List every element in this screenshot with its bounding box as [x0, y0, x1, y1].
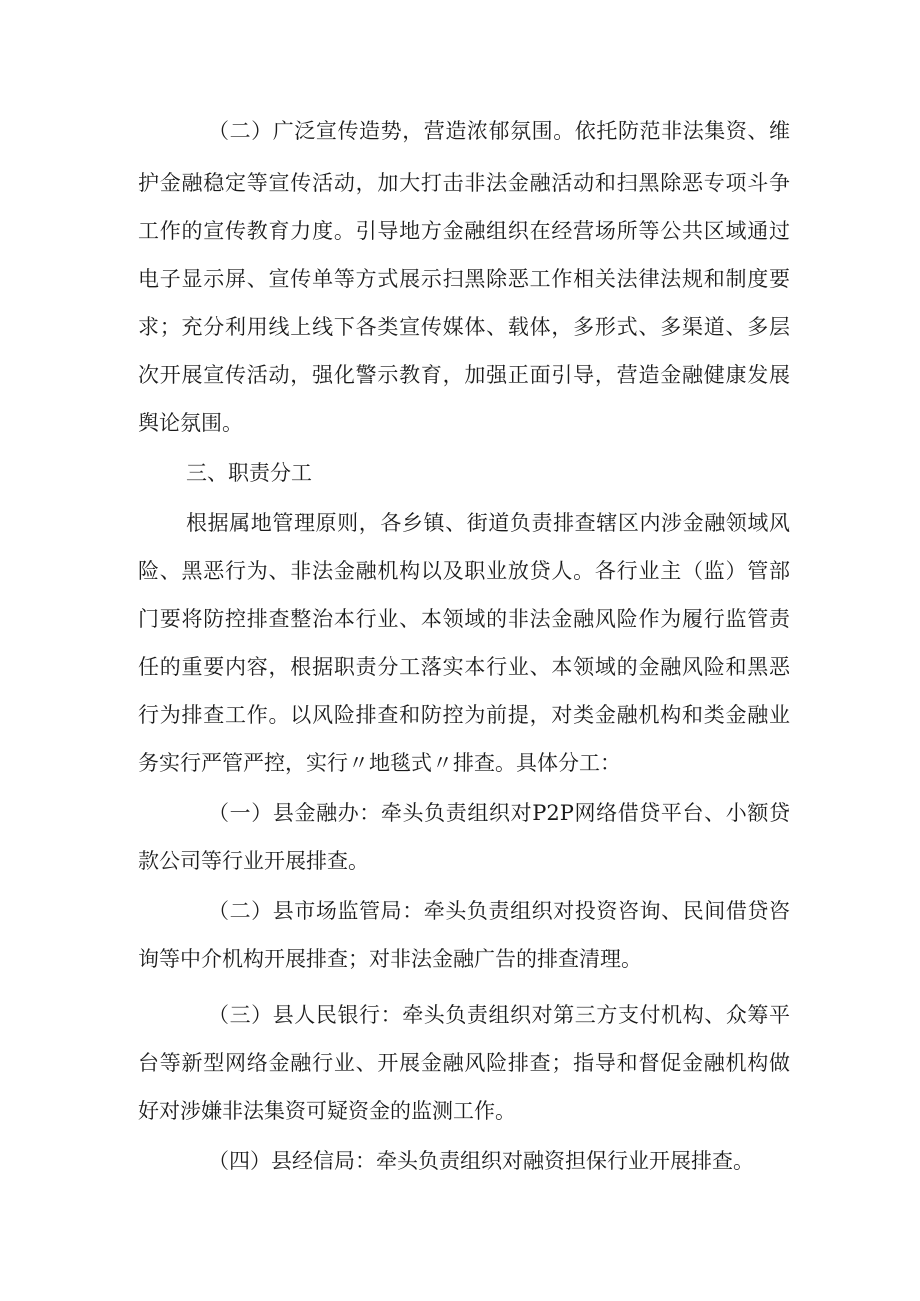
- paragraph-line: 根据属地管理原则，各乡镇、街道负责排查辖区内涉金融领域风: [186, 511, 790, 535]
- paragraph-line: 护金融稳定等宣传活动，加大打击非法金融活动和扫黑除恶专项斗争: [138, 171, 790, 195]
- section-heading: 三、职责分工: [186, 461, 312, 485]
- paragraph-line: （三）县人民银行：牵头负责组织对第三方支付机构、众筹平: [208, 1003, 790, 1027]
- paragraph-line: 台等新型网络金融行业、开展金融风险排查；指导和督促金融机构做: [138, 1051, 790, 1075]
- paragraph-line: （二）县市场监管局：牵头负责组织对投资咨询、民间借贷咨: [208, 899, 790, 923]
- paragraph-line: 次开展宣传活动，强化警示教育，加强正面引导，营造金融健康发展: [138, 363, 790, 387]
- paragraph-line: 舆论氛围。: [138, 411, 243, 435]
- paragraph-line: 险、黑恶行为、非法金融机构以及职业放贷人。各行业主（监）管部: [138, 559, 790, 583]
- paragraph-line: （四）县经信局：牵头负责组织对融资担保行业开展排查。: [208, 1149, 754, 1173]
- paragraph-line: 务实行严管严控，实行〃地毯式〃排查。具体分工：: [138, 751, 621, 775]
- paragraph-line: （一）县金融办：牵头负责组织对P2P网络借贷平台、小额贷: [208, 801, 790, 825]
- paragraph-line: 好对涉嫌非法集资可疑资金的监测工作。: [138, 1099, 516, 1123]
- paragraph-line: 电子显示屏、宣传单等方式展示扫黑除恶工作相关法律法规和制度要: [138, 267, 790, 291]
- paragraph-line: 询等中介机构开展排查；对非法金融广告的排查清理。: [138, 947, 642, 971]
- paragraph-line: 求；充分利用线上线下各类宣传媒体、载体，多形式、多渠道、多层: [138, 315, 790, 339]
- paragraph-line: 工作的宣传教育力度。引导地方金融组织在经营场所等公共区域通过: [138, 219, 790, 243]
- paragraph-line: 任的重要内容，根据职责分工落实本行业、本领域的金融风险和黑恶: [138, 655, 790, 679]
- paragraph-line: （二）广泛宣传造势，营造浓郁氛围。依托防范非法集资、维: [208, 119, 790, 143]
- paragraph-line: 门要将防控排查整治本行业、本领域的非法金融风险作为履行监管责: [138, 607, 790, 631]
- paragraph-line: 款公司等行业开展排查。: [138, 849, 369, 873]
- paragraph-line: 行为排查工作。以风险排查和防控为前提，对类金融机构和类金融业: [138, 703, 790, 727]
